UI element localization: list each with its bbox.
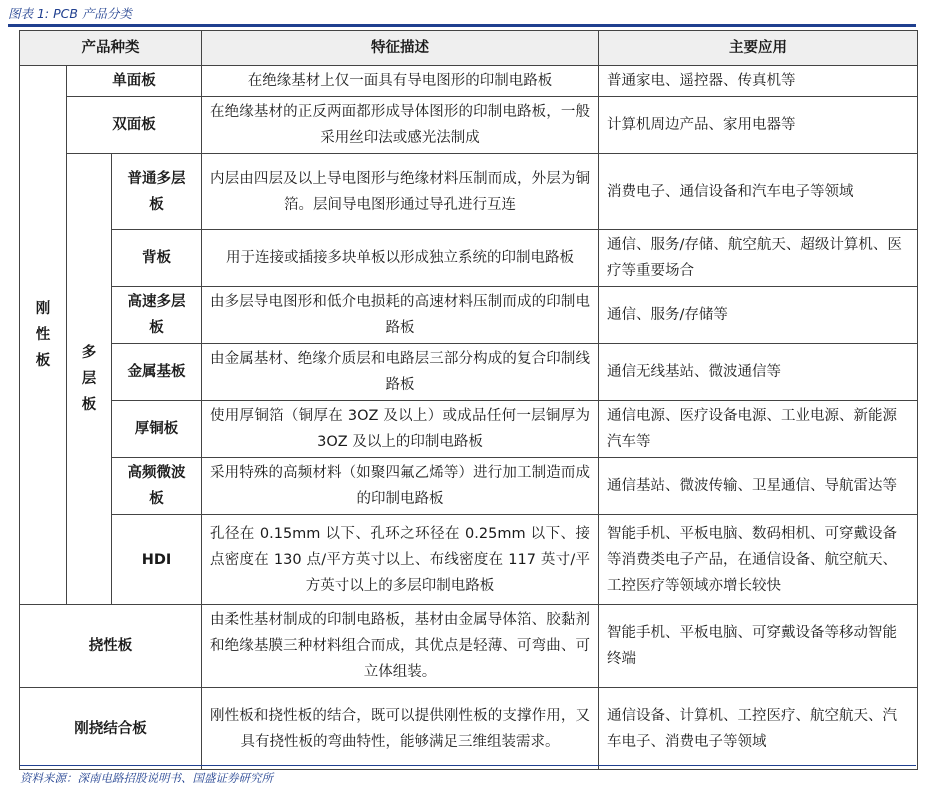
row-name: 背板 (112, 230, 202, 287)
row-desc: 由柔性基材制成的印制电路板，基材由金属导体箔、胶黏剂和绝缘基膜三种材料组合而成，其优点是轻薄、可弯曲、可立体组装。 (202, 605, 599, 688)
row-name: 金属基板 (112, 344, 202, 401)
row-desc: 在绝缘基材的正反两面都形成导体图形的印制电路板，一般采用丝印法或感光法制成 (202, 97, 599, 154)
table-row (20, 66, 918, 97)
rigid-board-label: 刚性板 (20, 66, 67, 605)
header-feature: 特征描述 (202, 31, 599, 66)
row-desc: 使用厚铜箔（铜厚在 3OZ 及以上）或成品任何一层铜厚为 3OZ 及以上的印制电路板 (202, 401, 599, 458)
table-row (20, 287, 918, 344)
table-row (20, 515, 918, 605)
row-app: 通信电源、医疗设备电源、工业电源、新能源汽车等 (599, 401, 918, 458)
table-row (20, 154, 918, 230)
table-row (20, 401, 918, 458)
row-name: HDI (112, 515, 202, 605)
row-app: 通信基站、微波传输、卫星通信、导航雷达等 (599, 458, 918, 515)
row-name: 刚挠结合板 (20, 688, 202, 770)
header-category: 产品种类 (20, 31, 202, 66)
row-app: 消费电子、通信设备和汽车电子等领域 (599, 154, 918, 230)
row-desc: 由多层导电图形和低介电损耗的高速材料压制而成的印制电路板 (202, 287, 599, 344)
row-desc: 在绝缘基材上仅一面具有导电图形的印制电路板 (202, 66, 599, 97)
row-app: 智能手机、平板电脑、数码相机、可穿戴设备等消费类电子产品，在通信设备、航空航天、工控医疗等领域亦增长较快 (599, 515, 918, 605)
row-name: 厚铜板 (112, 401, 202, 458)
row-desc: 刚性板和挠性板的结合，既可以提供刚性板的支撑作用，又具有挠性板的弯曲特性，能够满足三维组装需求。 (202, 688, 599, 770)
row-desc: 用于连接或插接多块单板以形成独立系统的印制电路板 (202, 230, 599, 287)
row-app: 通信、服务/存储、航空航天、超级计算机、医疗等重要场合 (599, 230, 918, 287)
row-name: 挠性板 (20, 605, 202, 688)
header-application: 主要应用 (599, 31, 918, 66)
source-rule (20, 765, 916, 766)
row-name: 双面板 (67, 97, 202, 154)
row-app: 计算机周边产品、家用电器等 (599, 97, 918, 154)
source-note: 资料来源：深南电路招股说明书、国盛证券研究所 (20, 771, 273, 785)
row-name: 高速多层板 (112, 287, 202, 344)
row-desc: 由金属基材、绝缘介质层和电路层三部分构成的复合印制线路板 (202, 344, 599, 401)
row-app: 智能手机、平板电脑、可穿戴设备等移动智能终端 (599, 605, 918, 688)
table-row (20, 458, 918, 515)
row-app: 通信设备、计算机、工控医疗、航空航天、汽车电子、消费电子等领域 (599, 688, 918, 770)
table-row (20, 344, 918, 401)
pcb-classification-table (19, 30, 918, 770)
row-app: 通信、服务/存储等 (599, 287, 918, 344)
figure-caption: 图表 1: PCB 产品分类 (8, 6, 132, 21)
table-row (20, 688, 918, 770)
table-row (20, 230, 918, 287)
row-name: 高频微波板 (112, 458, 202, 515)
row-desc: 内层由四层及以上导电图形与绝缘材料压制而成，外层为铜箔。层间导电图形通过导孔进行互连 (202, 154, 599, 230)
row-app: 通信无线基站、微波通信等 (599, 344, 918, 401)
table-row (20, 605, 918, 688)
row-desc: 孔径在 0.15mm 以下、孔环之环径在 0.25mm 以下、接点密度在 130 点/平方英寸以上、布线密度在 117 英寸/平方英寸以上的多层印制电路板 (202, 515, 599, 605)
multilayer-board-label: 多层板 (67, 154, 112, 605)
row-desc: 采用特殊的高频材料（如聚四氟乙烯等）进行加工制造而成的印制电路板 (202, 458, 599, 515)
header-row (20, 31, 918, 66)
row-name: 单面板 (67, 66, 202, 97)
table-row (20, 97, 918, 154)
row-name: 普通多层板 (112, 154, 202, 230)
caption-rule (8, 24, 916, 27)
row-app: 普通家电、遥控器、传真机等 (599, 66, 918, 97)
